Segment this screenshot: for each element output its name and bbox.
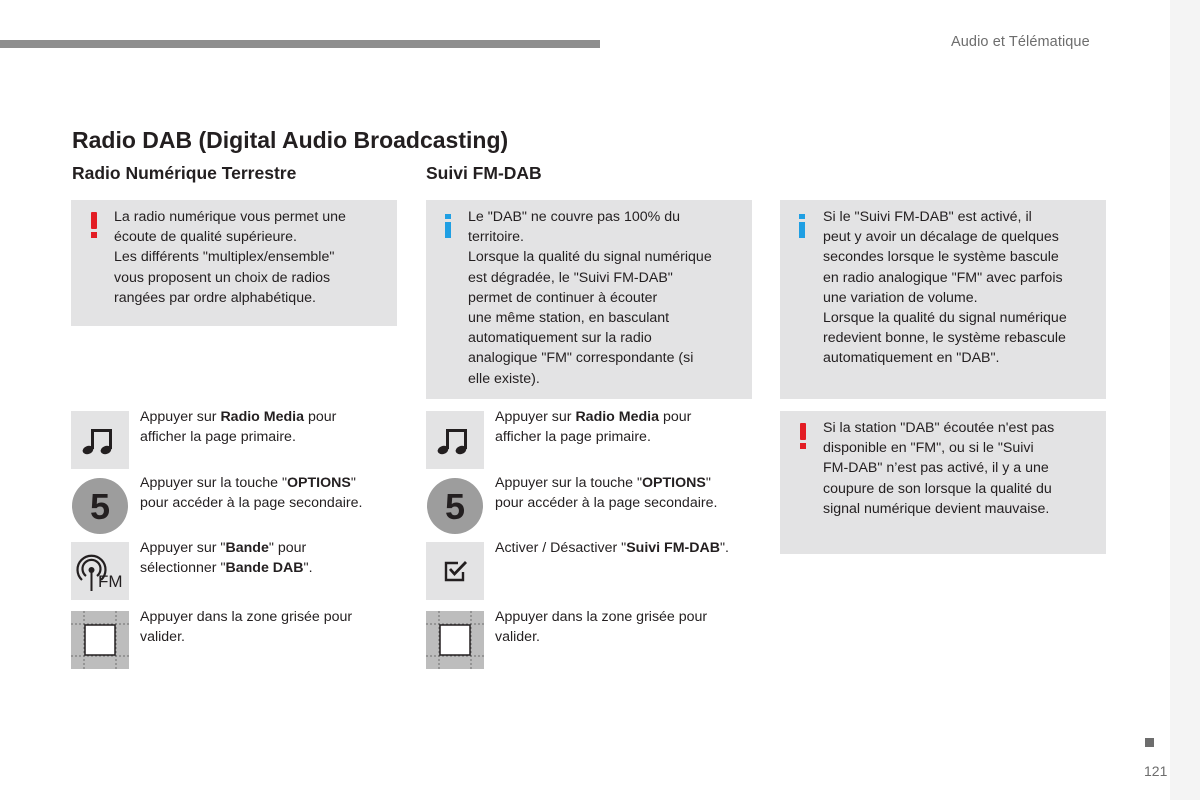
grey-zone-icon[interactable] [426,611,484,669]
number-5-icon[interactable] [71,477,129,535]
note-text: Le "DAB" ne couvre pas 100% du territoire. Lorsque la qualité du signal numérique est dégradée, le "Suivi FM-DAB" permet de continuer à écouter une même station, en basculant automatiquement sur la radio analogique "FM" correspondante (si elle existe). [468,209,712,387]
page-title: Radio DAB (Digital Audio Broadcasting) [72,127,509,153]
note-text: Si la station "DAB" écoutée n'est pas disponible en "FM", ou si le "Suivi FM-DAB" n’est pas activé, il y a une coupure de son lorsque la qualité du signal numérique devient mauvaise. [823,420,1055,517]
col2-heading: Suivi FM-DAB [426,163,542,183]
step-radio-media: Appuyer sur Radio Media pour afficher la page primaire. [495,409,692,446]
step-band: Appuyer sur "Bande" pour sélectionner "Bande DAB". [140,540,313,577]
step-validate: Appuyer dans la zone grisée pour valider. [140,609,353,646]
fm-radio-icon[interactable] [71,542,129,600]
svg-text:FM: FM [98,572,123,591]
warning-icon [798,423,808,449]
col1-heading: Radio Numérique Terrestre [72,163,297,183]
info-note-fm-dab [780,200,1106,399]
step-radio-media: Appuyer sur Radio Media pour afficher la page primaire. [140,409,337,446]
step-options: Appuyer sur la touche "OPTIONS" pour accéder à la page secondaire. [140,475,363,512]
note-text: Si le "Suivi FM-DAB" est activé, il peut y avoir un décalage de quelques secondes lorsque le système bascule en radio analogique "FM" avec parfois une variation de volume. Lorsque la qualité du signal numérique redevient bonne, le système rebascule automatiquement en "DAB". [823,209,1067,367]
number-5-icon[interactable] [426,477,484,535]
page-number: 121 [1144,763,1168,779]
checkbox-icon[interactable] [426,542,484,600]
page-edge [1170,0,1200,800]
info-note-coverage [426,200,752,399]
info-icon [443,214,453,238]
step-options: Appuyer sur la touche "OPTIONS" pour accéder à la page secondaire. [495,475,718,512]
svg-text:5: 5 [89,486,111,527]
header-rule [0,40,600,48]
svg-text:5: 5 [444,486,466,527]
note-text: La radio numérique vous permet une écoute de qualité supérieure. Les différents "multiplex/ensemble" vous proposent un choix de radios rangées par ordre alphabétique. [114,209,346,306]
step-validate: Appuyer dans la zone grisée pour valider. [495,609,708,646]
warning-note-dab [71,200,397,326]
grey-zone-icon[interactable] [71,611,129,669]
end-of-section-marker [1145,738,1154,747]
section-title: Audio et Télématique [951,34,1090,50]
info-icon [797,214,807,238]
step-toggle-fm-dab: Activer / Désactiver "Suivi FM-DAB". [495,540,729,556]
music-note-icon[interactable] [71,411,129,469]
music-note-icon[interactable] [426,411,484,469]
warning-note-signal-loss [780,411,1106,554]
warning-icon [89,212,99,238]
